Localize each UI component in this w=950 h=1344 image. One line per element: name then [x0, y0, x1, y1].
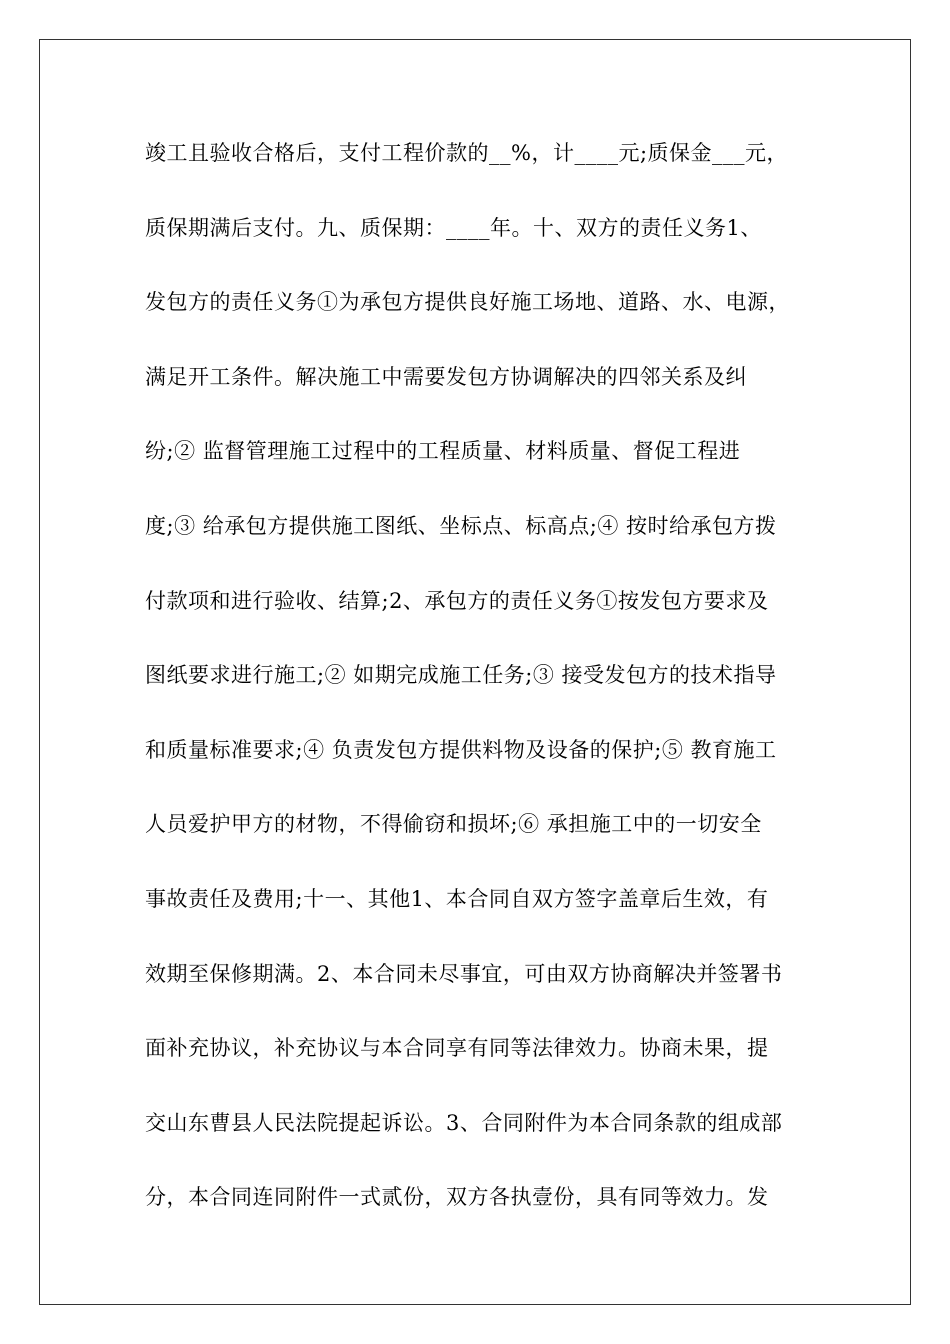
text-line-9: 和质量标准要求;④ 负责发包方提供料物及设备的保护;⑤ 教育施工 [145, 737, 777, 762]
text-line-10: 人员爱护甲方的材物，不得偷窃和损坏;⑥ 承担施工中的一切安全 [145, 812, 762, 837]
text-line-7: 付款项和进行验收、结算;2、承包方的责任义务①按发包方要求及 [145, 588, 769, 613]
text-line-1: 竣工且验收合格后，支付工程价款的__%，计____元;质保金___元， [145, 141, 789, 165]
text-line-3: 发包方的责任义务①为承包方提供良好施工场地、道路、水、电源， [145, 290, 790, 315]
text-line-15: 分，本合同连同附件一式贰份，双方各执壹份，具有同等效力。发 [145, 1185, 769, 1210]
text-line-2: 质保期满后支付。九、质保期：____年。十、双方的责任义务1、 [145, 215, 762, 240]
text-line-6: 度;③ 给承包方提供施工图纸、坐标点、标高点;④ 按时给承包方拨 [145, 513, 777, 538]
text-line-8: 图纸要求进行施工;② 如期完成施工任务;③ 接受发包方的技术指导 [145, 663, 777, 688]
text-line-13: 面补充协议，补充协议与本合同享有同等法律效力。协商未果，提 [145, 1036, 769, 1061]
document-body [145, 138, 815, 1257]
text-line-11: 事故责任及费用;十一、其他1、本合同自双方签字盖章后生效，有 [145, 886, 769, 911]
text-line-12: 效期至保修期满。2、本合同未尽事宜，可由双方协商解决并签署书 [145, 961, 783, 986]
text-line-4: 满足开工条件。解决施工中需要发包方协调解决的四邻关系及纠 [145, 364, 747, 389]
text-line-5: 纷;② 监督管理施工过程中的工程质量、材料质量、督促工程进 [145, 439, 741, 464]
text-line-14: 交山东曹县人民法院提起诉讼。3、合同附件为本合同条款的组成部 [145, 1110, 783, 1135]
